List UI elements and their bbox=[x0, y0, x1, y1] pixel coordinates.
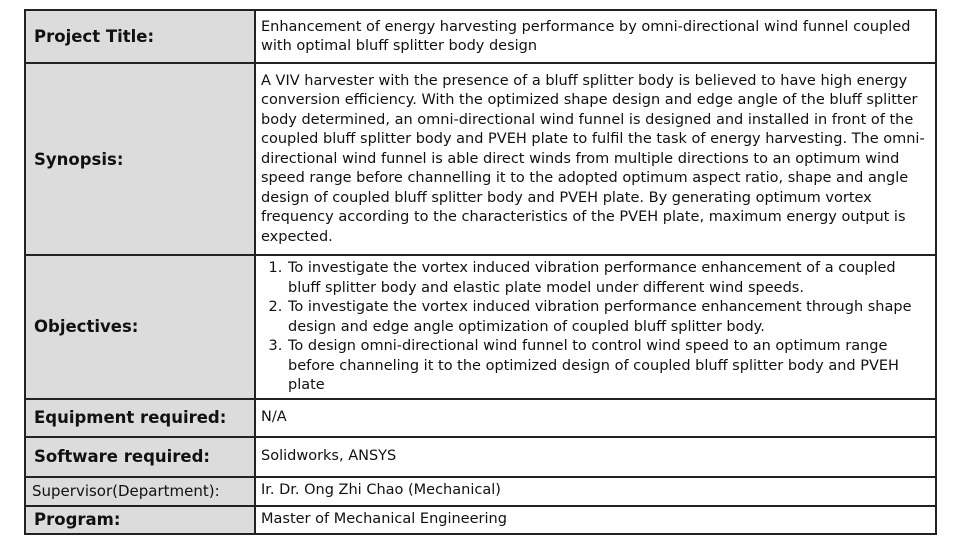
objective-item: 1. To investigate the vortex induced vibration performance enhancement of a coupled bluff splitter body and elastic plate model under different wind speeds. bbox=[287, 259, 930, 298]
equipment-label: Equipment required: bbox=[25, 399, 255, 437]
project-title-value: Enhancement of energy harvesting performance by omni-directional wind funnel coupled with optimal bluff splitter body design bbox=[255, 10, 936, 63]
equipment-value: N/A bbox=[255, 399, 936, 437]
supervisor-value: Ir. Dr. Ong Zhi Chao (Mechanical) bbox=[255, 477, 936, 506]
synopsis-row bbox=[25, 63, 936, 255]
synopsis-label: Synopsis: bbox=[25, 63, 255, 255]
objectives-value bbox=[255, 255, 936, 399]
supervisor-row bbox=[25, 477, 936, 506]
project-title-label: Project Title: bbox=[25, 10, 255, 63]
software-value: Solidworks, ANSYS bbox=[255, 437, 936, 477]
objective-item: 2. To investigate the vortex induced vibration performance enhancement through shape design and edge angle optimization of coupled bluff splitter body. bbox=[287, 298, 930, 337]
software-row bbox=[25, 437, 936, 477]
program-row bbox=[25, 506, 936, 534]
supervisor-label: Supervisor(Department): bbox=[25, 477, 255, 506]
synopsis-value: A VIV harvester with the presence of a bluff splitter body is believed to have high energy conversion efficiency. With the optimized shape design and edge angle of the bluff splitter body determined, an omni-directional wind funnel is designed and installed in front of the coupled bluff splitter body and PVEH plate to fulfil the task of energy harvesting. The omni-directional wind funnel is able direct winds from multiple directions to an optimum wind speed range before channelling it to the adopted optimum aspect ratio, shape and angle design of coupled bluff splitter body and PVEH plate. By generating optimum vortex frequency according to the characteristics of the PVEH plate, maximum energy output is expected. bbox=[255, 63, 936, 255]
project-info-table bbox=[24, 9, 937, 535]
objective-item: 3. To design omni-directional wind funnel to control wind speed to an optimum range before channeling it to the optimized design of coupled bluff splitter body and PVEH plate bbox=[287, 337, 930, 396]
objectives-row bbox=[25, 255, 936, 399]
objectives-list bbox=[261, 259, 930, 396]
objectives-label: Objectives: bbox=[25, 255, 255, 399]
software-label: Software required: bbox=[25, 437, 255, 477]
program-label: Program: bbox=[25, 506, 255, 534]
project-title-row bbox=[25, 10, 936, 63]
equipment-row bbox=[25, 399, 936, 437]
program-value: Master of Mechanical Engineering bbox=[255, 506, 936, 534]
